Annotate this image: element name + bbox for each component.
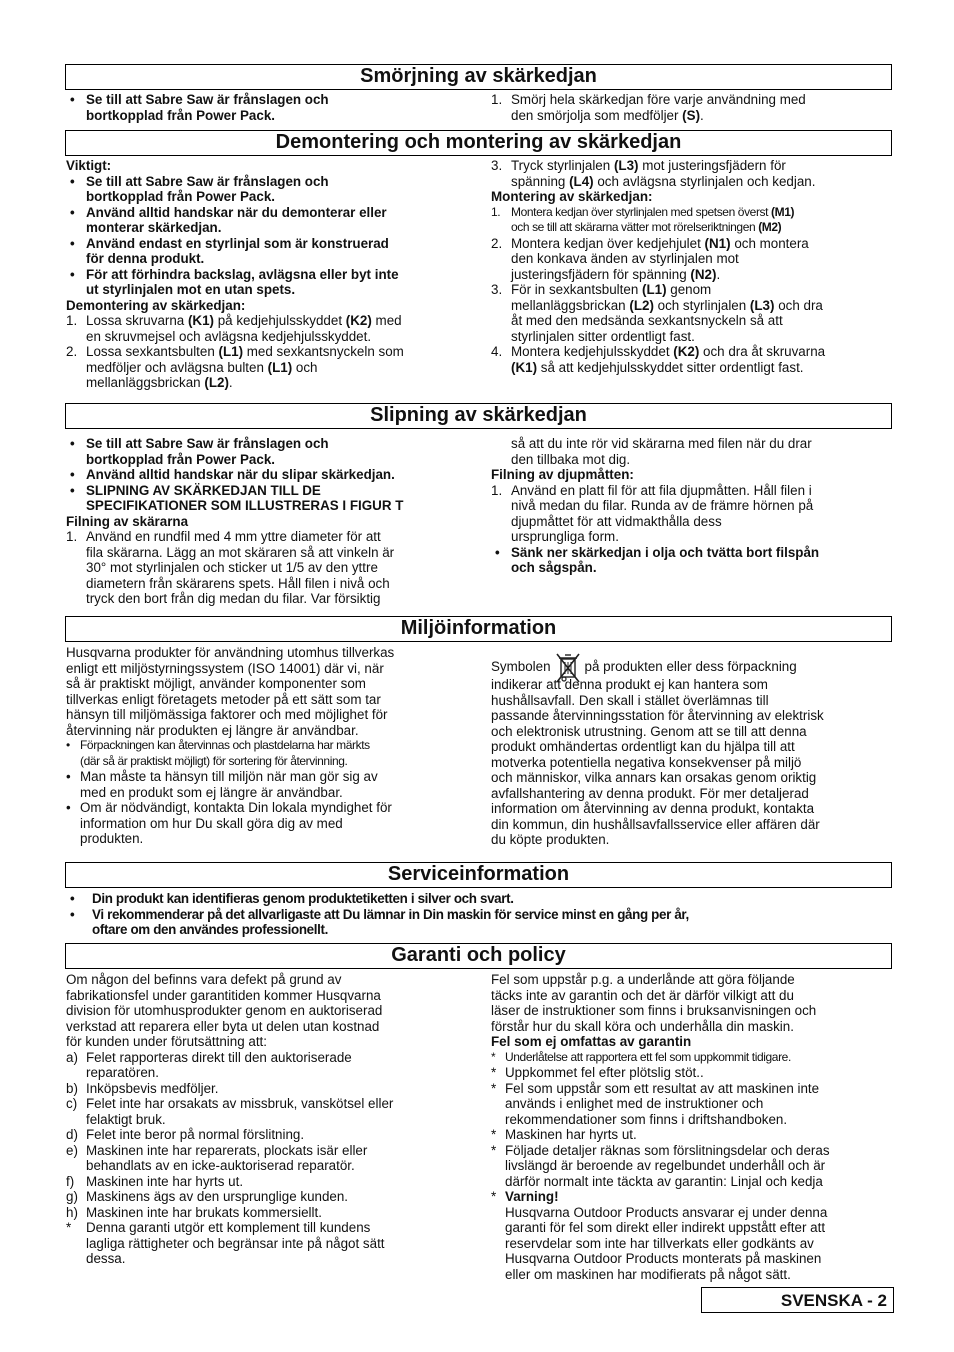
service-body	[66, 891, 890, 938]
list-item: * Fel som uppstår som ett resultat av att maskinen inte används i enlighet med de instruktioner och rekommendationer som finns i driftshandboken.	[491, 1080, 820, 1127]
bullet-item: • Använd alltid handskar när du demonterar eller monterar skärkedjan.	[70, 204, 387, 235]
mounting-left	[66, 158, 471, 391]
list-item: * Följade detaljer räknas som förslitningsdelar och deras livslängd är beroende av regelbundet underhåll och är därför normalt inte täckta av garantin: Linjal och kedja	[491, 1142, 830, 1189]
list-item: a) Felet rapporteras direkt till den auktoriserade reparatören.	[66, 1049, 352, 1080]
environment-left: Husqvarna produkter för användning utomhus tillverkas enligt ett miljöstyrningssystem (ISO 14001) där vi, när så är praktiskt möjligt, använder komponenter som tillverkas enligt företagets metoder på ett sätt som tar hänsyn till miljömässiga faktorer och med möjlighet för återvinning när produkten ej längre är användbar. • Förpackningen kan återvinnas och plastdelarna har märkts (där så är praktiskt möjligt) för sortering för återvinning. • Man måste ta hänsyn till miljön när man gör sig av med en produkt som ej längre är användbar. • Om är nödvändigt, kontakta Din lokala myndighet för information om hur Du skall göra dig av med produkten.	[66, 645, 476, 847]
step-item: 1. Lossa skruvarna (K1) på kedjehjulsskyddet (K2) med en skruvmejsel och avlägsna kedjehjulsskyddet.	[66, 313, 402, 344]
bullet-item: • Använd alltid handskar när du slipar skärkedjan.	[70, 467, 395, 482]
section-title-warranty: Garanti och policy	[65, 943, 892, 969]
environment-right: Symbolen på produkten eller dess förpackning indikerar att denna produkt ej kan hantera som hushållsavfall. Den skall i stället överlämnas till passande återvinningsstation för återvinning av elektrisk och elektronisk utrustning. Genom att se till att denna produkt omhändertas ordentligt kan du hjälpa till att motverka potentiella negativa konsekvenser på miljö och människor, vilka annars kan orsakas genom oriktig avfallshantering av denna produkt. För mer detaljerad information om återvinning av denna produkt, kontakta din kommun, din hushållsavfallsservice eller affären där du köpte produkten.	[491, 647, 891, 848]
section-title-sharpening: Slipning av skärkedjan	[65, 403, 892, 429]
step-item: 1. Använd en rundfil med 4 mm yttre diameter för att fila skärarna. Lägg an mot skäraren så att vinkeln är 30° mot styrlinjalen och sticker ut 1/5 av den yttre diametern från skärarens spets. Håll filen i nivå och tryck den bort från dig medan du filar. Var försiktig	[66, 529, 395, 606]
step-item: 2. Montera kedjan över kedjehjulet (N1) och montera den konkava änden av styrlinjalen mot justeringsfjädern för spänning (N2).	[491, 235, 809, 282]
step-item: 4. Montera kedjehjulsskyddet (K2) och dra åt skruvarna (K1) så att kedjehjulsskyddet sitter ordentligt fast.	[491, 344, 826, 375]
mounting-right	[491, 158, 891, 375]
list-item: d) Felet inte beror på normal förslitning.	[66, 1127, 305, 1142]
filing-heading: Filning av skärarna	[66, 513, 189, 529]
section-title-environment: Miljöinformation	[65, 616, 892, 642]
bullet-item: • Din produkt kan identifieras genom produktetiketten i silver och svart.	[70, 891, 514, 906]
list-item: b) Inköpsbevis medföljer.	[66, 1080, 219, 1096]
sharpening-right: så att du inte rör vid skärarna med filen när du drar den tillbaka mot dig. Filning av djupmåtten: 1. Använd en platt fil för att fila djupmåtten. Håll filen i nivå medan du filar. Runda av de främre hörnen på djupmåttet för att vidmakthålla dess ursprungliga form. • Sänk ner skärkedjan i olja och tvätta bort filspån och sågspån.	[491, 436, 891, 576]
step-item: 1. Montera kedjan över styrlinjalen med spetsen överst (M1) och se till att skärarna vätter mot rörelseriktningen (M2)	[491, 204, 795, 234]
list-item: g) Maskinens ägs av den ursprunglige kunden.	[66, 1189, 349, 1204]
lubrication-right: 1. Smörj hela skärkedjan före varje användning med den smörjolja som medföljer (S).	[491, 92, 806, 123]
bullet-item: • Sänk ner skärkedjan i olja och tvätta bort filspån och sågspån.	[495, 544, 820, 575]
list-item: * Underlåtelse att rapportera ett fel som uppkommit tidigare.	[491, 1049, 791, 1064]
bullet-item: • Vi rekommenderar på det allvarligaste att Du lämnar in Din maskin för service minst en gång per år, oftare om den användes professionellt.	[70, 906, 689, 937]
step-item: 3. För in sexkantsbulten (L1) genom mellanläggsbrickan (L2) och styrlinjalen (L3) och dra åt med den medsända sexkantsnyckeln så att styrlinjalen sitter ordentligt fast.	[491, 282, 823, 344]
bullet-item: • Man måste ta hänsyn till miljön när man gör sig av med en produkt som ej längre är användbar.	[66, 769, 378, 800]
sharpening-left	[66, 436, 471, 607]
section-title-service: Serviceinformation	[65, 862, 892, 888]
lubrication-left: • Se till att Sabre Saw är frånslagen och bortkopplad från Power Pack.	[70, 92, 329, 123]
list-item: * Maskinen har hyrts ut.	[491, 1127, 637, 1142]
list-item: * Denna garanti utgör ett komplement till kundens lagliga rättigheter och begränsar inte på något sätt dessa.	[66, 1220, 385, 1266]
bullet-item: • Se till att Sabre Saw är frånslagen och bortkopplad från Power Pack.	[70, 173, 329, 204]
warranty-left: Om någon del befinns vara defekt på grund av fabrikationsfel under garantitiden kommer Husqvarna division för utomhusprodukter genom en auktoriserad verkstad att reparera eller byta ut delen utan kostnad för kunden under förutsättning att: a) Felet rapporteras direkt till den auktoriserade reparatören. b) Inköpsbevis medföljer. c) Felet inte har orsakats av missbruk, vanskötsel eller felaktigt bruk. d) Felet inte beror på normal förslitning. e) Maskinen inte har reparerats, plockats isär eller behandlats av en icke-auktoriserad reparatör. f) Maskinen inte har hyrts ut. g) Maskinens ägs av den ursprunglige kunden. h) Maskinen inte har brukats kommersiellt. * Denna garanti utgör ett komplement till kundens lagliga rättigheter och begränsar inte på något sätt dessa.	[66, 972, 471, 1267]
bullet-item: • För att förhindra backslag, avlägsna eller byt inte ut styrlinjalen mot en utan spets.	[70, 266, 399, 297]
bullet-item: • Förpackningen kan återvinnas och plastdelarna har märkts (där så är praktiskt möjligt) för sortering för återvinning.	[66, 738, 370, 768]
depth-heading: Filning av djupmåtten:	[491, 467, 634, 482]
list-item: e) Maskinen inte har reparerats, plockats isär eller behandlats av en icke-auktoriserad reparatör.	[66, 1142, 368, 1173]
step-item: 3. Tryck styrlinjalen (L3) mot justeringsfjädern för spänning (L4) och avlägsna styrlinjalen och kedjan.	[491, 158, 816, 189]
important-label: Viktigt:	[66, 158, 112, 173]
list-item: h) Maskinen inte har brukats kommersiellt.	[66, 1204, 322, 1220]
list-item: f) Maskinen inte har hyrts ut.	[66, 1173, 244, 1189]
list-item: * Varning! Husqvarna Outdoor Products ansvarar ej under denna garanti för fel som direkt eller indirekt uppstått efter att reservdelar som inte har tillverkats eller godkänts av Husqvarna Outdoor Products monterats på maskinen eller om maskinen har modifierats på något sätt.	[491, 1189, 828, 1282]
step-item: 1. Använd en platt fil för att fila djupmåtten. Håll filen i nivå medan du filar. Runda av de främre hörnen på djupmåttet för att vidmakthålla dess ursprungliga form.	[491, 482, 814, 544]
exclusions-heading: Fel som ej omfattas av garantin	[491, 1034, 692, 1049]
section-title-chain-mounting: Demontering och montering av skärkedjan	[65, 130, 892, 156]
bullet-item: • Använd endast en styrlinjal som är konstruerad för denna produkt.	[70, 235, 389, 266]
dismount-heading: Demontering av skärkedjan:	[66, 297, 246, 313]
bullet-item: • Om är nödvändigt, kontakta Din lokala myndighet för information om hur Du skall göra dig av med produkten.	[66, 800, 392, 846]
list-item: * Uppkommet fel efter plötslig stöt..	[491, 1065, 704, 1080]
section-title-lubrication: Smörjning av skärkedjan	[65, 64, 892, 90]
list-item: c) Felet inte har orsakats av missbruk, vanskötsel eller felaktigt bruk.	[66, 1096, 394, 1127]
warranty-right: Fel som uppstår p.g. a underlånde att göra följande täcks inte av garantin och det är därför vilkigt att du läser de instruktioner som finns i bruksanvisningen och förstår hur du skall köra och underhålla din maskin. Fel som ej omfattas av garantin * Underlåtelse att rapportera ett fel som uppkommit tidigare. * Uppkommet fel efter plötslig stöt.. * Fel som uppstår som ett resultat av att maskinen inte används i enlighet med de instruktioner och rekommendationer som finns i driftshandboken. * Maskinen har hyrts ut. * Följade detaljer räknas som förslitningsdelar och deras livslängd är beroende av regelbundet underhåll och är därför normalt inte täckta av garantin: Linjal och kedja * Varning! Husqvarna Outdoor Products ansvarar ej under denna garanti för fel som direkt eller indirekt uppstått efter att reservdelar som inte har tillverkats eller godkänts av Husqvarna Outdoor Products monterats på maskinen eller om maskinen har modifierats på något sätt.	[491, 972, 891, 1282]
bullet-item: • SLIPNING AV SKÄRKEDJAN TILL DE SPECIFIKATIONER SOM ILLUSTRERAS I FIGUR T	[70, 482, 404, 513]
bullet-item: • Se till att Sabre Saw är frånslagen och bortkopplad från Power Pack.	[70, 436, 329, 467]
mount-heading: Montering av skärkedjan:	[491, 189, 653, 204]
page-footer-label: SVENSKA - 2	[701, 1287, 894, 1313]
step-item: 2. Lossa sexkantsbulten (L1) med sexkantsnyckeln som medföljer och avlägsna bulten (L1) och mellanläggsbrickan (L2).	[66, 344, 404, 390]
